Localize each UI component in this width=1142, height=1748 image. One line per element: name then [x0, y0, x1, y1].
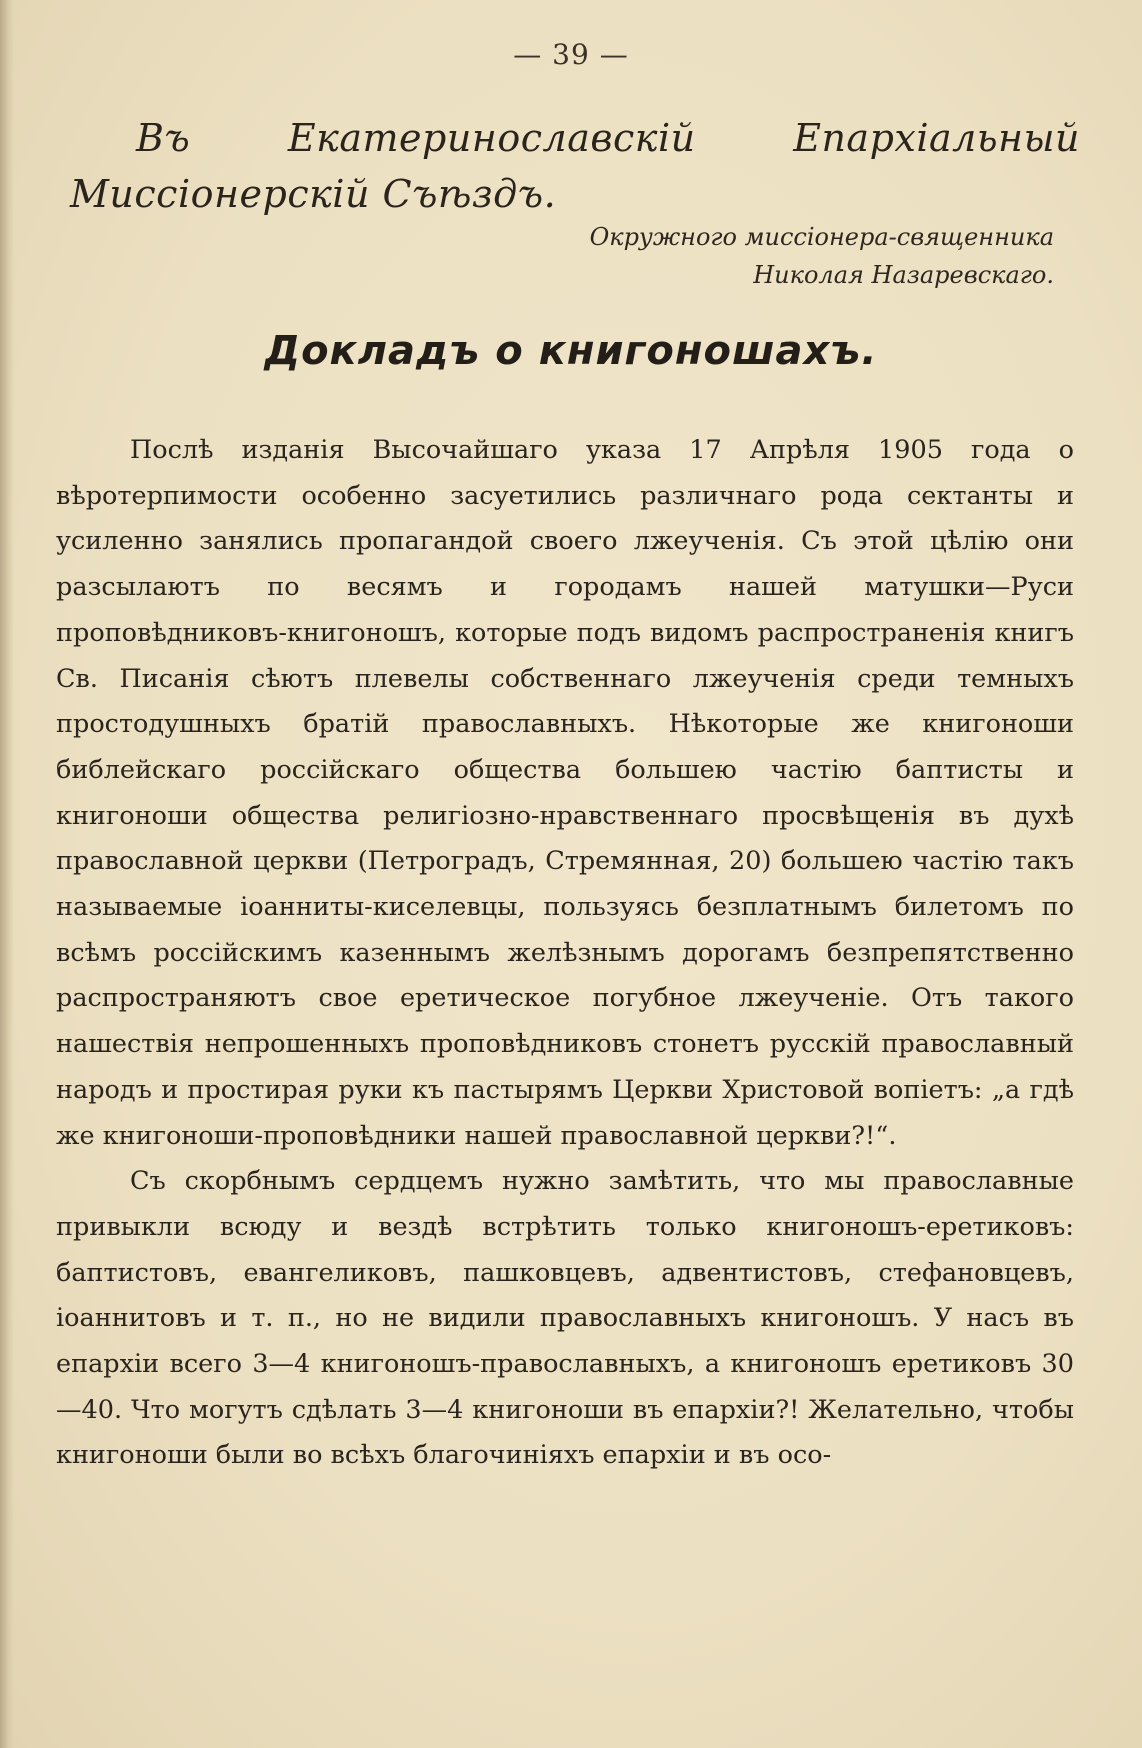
report-body [56, 428, 1074, 1479]
spine-shadow [0, 0, 14, 1748]
page-number: — 39 — [513, 38, 629, 71]
congress-title: Въ Екатеринославскій Епархіальный Миссіонерскій Съѣздъ. [70, 116, 1080, 216]
paragraph-1: Послѣ изданія Высочайшаго указа 17 Апрѣля 1905 года о вѣротерпимости особенно засуетились различнаго рода сектанты и усиленно занялись пропагандой своего лжеученія. Съ этой цѣлію они разсылаютъ по весямъ и городамъ нашей матушки—Руси проповѣдниковъ-книгоношъ, которые подъ видомъ распространенія книгъ Св. Писанія сѣютъ плевелы собственнаго лжеученія среди темныхъ простодушныхъ братій православныхъ. Нѣкоторые же книгоноши библейскаго россійскаго общества большею частію баптисты и книгоноши общества религіозно-нравственнаго просвѣщенія въ духѣ православной церкви (Петроградъ, Стремянная, 20) большею частію такъ называемые іоанниты-киселевцы, пользуясь безплатнымъ билетомъ по всѣмъ россійскимъ казеннымъ желѣзнымъ дорогамъ безпрепятственно распространяютъ свое еретическое погубное лжеученіе. Отъ такого нашествія непрошенныхъ проповѣдниковъ стонетъ русскій православный народъ и простирая руки къ пастырямъ Церкви Христовой вопіетъ: „а гдѣ же книгоноши-проповѣдники нашей православной церкви?!“. [56, 435, 1074, 1151]
author-line: Окружного миссіонера-священника Николая Назаревскаго. [589, 223, 1054, 289]
paragraph-2: Съ скорбнымъ сердцемъ нужно замѣтить, что мы православные привыкли всюду и вездѣ встрѣтить только книгоношъ-еретиковъ: баптистовъ, евангеликовъ, пашковцевъ, адвентистовъ, стефановцевъ, іоаннитовъ и т. п., но не видили православныхъ книгоношъ. У насъ въ епархіи всего 3—4 книгоношъ-православныхъ, а книгоношъ еретиковъ 30—40. Что могутъ сдѣлать 3—4 книгоноши въ епархіи?! Желательно, чтобы книгоноши были во всѣхъ благочиніяхъ епархіи и въ осо- [56, 1166, 1074, 1471]
report-title: Докладъ о книгоношахъ. [264, 328, 878, 374]
